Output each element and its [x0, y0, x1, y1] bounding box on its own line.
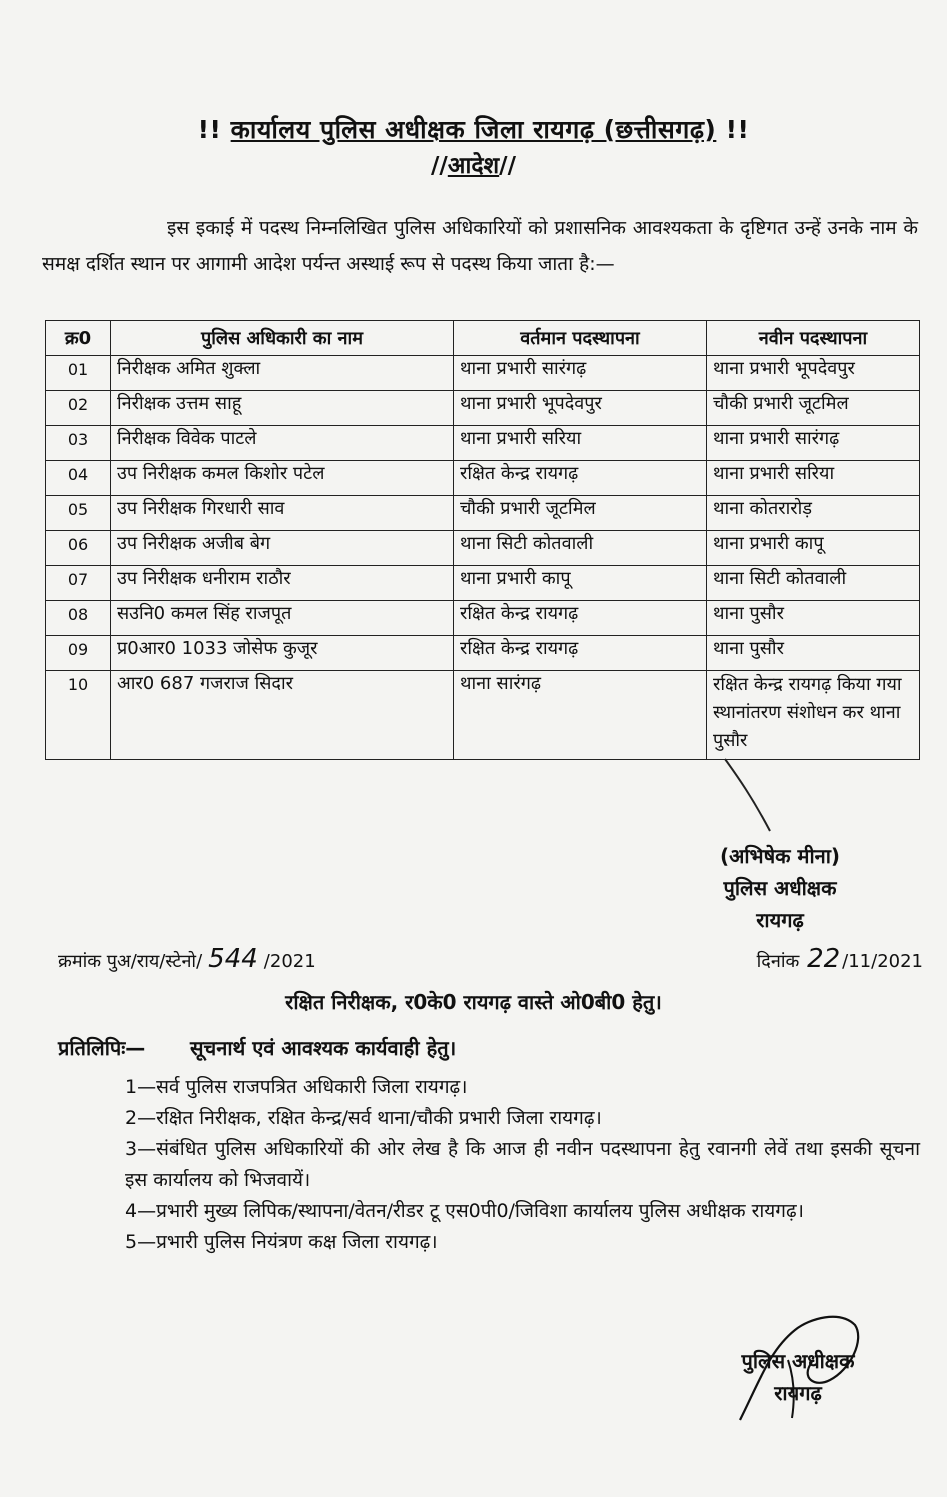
row-new-posting: थाना पुसौर — [707, 601, 920, 636]
row-sn: 01 — [46, 356, 111, 391]
row-officer-name: उप निरीक्षक अजीब बेग — [111, 531, 454, 566]
row-current-posting: थाना प्रभारी कापू — [454, 566, 707, 601]
row-sn: 10 — [46, 671, 111, 760]
row-new-posting: रक्षित केन्द्र रायगढ़ किया गया स्थानांतरण संशोधन कर थाना पुसौर — [707, 671, 920, 760]
row-current-posting: थाना प्रभारी भूपदेवपुर — [454, 391, 707, 426]
reference-handwritten-number: 544 — [208, 944, 258, 974]
row-new-posting: थाना सिटी कोतवाली — [707, 566, 920, 601]
order-heading — [0, 148, 947, 180]
table-row — [46, 356, 920, 391]
row-new-posting: थाना प्रभारी कापू — [707, 531, 920, 566]
row-officer-name: उप निरीक्षक धनीराम राठौर — [111, 566, 454, 601]
table-header-row — [46, 321, 920, 356]
row-sn: 04 — [46, 461, 111, 496]
row-sn: 02 — [46, 391, 111, 426]
row-current-posting: रक्षित केन्द्र रायगढ़ — [454, 601, 707, 636]
table-row — [46, 566, 920, 601]
row-current-posting: थाना प्रभारी सारंगढ़ — [454, 356, 707, 391]
header-new-posting: नवीन पदस्थापना — [707, 321, 920, 356]
copy-heading-row — [58, 1034, 456, 1061]
header-current-posting: वर्तमान पदस्थापना — [454, 321, 707, 356]
row-officer-name: उप निरीक्षक गिरधारी साव — [111, 496, 454, 531]
footer-district: रायगढ़ — [774, 1381, 822, 1405]
intro-paragraph: इस इकाई में पदस्थ निम्नलिखित पुलिस अधिकारियों को प्रशासनिक आवश्यकता के दृष्टिगत उन्हें उनके नाम के समक्ष दर्शित स्थान पर आगामी आदेश पर्यन्त अस्थाई रूप से पदस्थ किया जाता है:— — [42, 217, 918, 275]
row-officer-name: प्र0आर0 1033 जोसेफ कुजूर — [111, 636, 454, 671]
row-officer-name: निरीक्षक अमित शुक्ला — [111, 356, 454, 391]
footer-signatory — [718, 1345, 878, 1409]
title-prefix: !! — [197, 115, 222, 144]
signatory-district: रायगढ़ — [756, 908, 804, 932]
row-officer-name: उप निरीक्षक कमल किशोर पटेल — [111, 461, 454, 496]
row-current-posting: रक्षित केन्द्र रायगढ़ — [454, 636, 707, 671]
posting-table — [45, 320, 920, 760]
order-date — [757, 944, 923, 974]
table-row — [46, 671, 920, 760]
row-sn: 08 — [46, 601, 111, 636]
row-new-posting: थाना पुसौर — [707, 636, 920, 671]
row-sn: 09 — [46, 636, 111, 671]
header-officer-name: पुलिस अधिकारी का नाम — [111, 321, 454, 356]
signature-mark — [720, 755, 780, 835]
row-sn: 05 — [46, 496, 111, 531]
row-new-posting: थाना प्रभारी भूपदेवपुर — [707, 356, 920, 391]
list-item: 4—प्रभारी मुख्य लिपिक/स्थापना/वेतन/रीडर टू एस0पी0/जिविशा कार्यालय पुलिस अधीक्षक रायगढ़। — [125, 1200, 804, 1222]
row-officer-name: सउनि0 कमल सिंह राजपूत — [111, 601, 454, 636]
row-officer-name: निरीक्षक उत्तम साहू — [111, 391, 454, 426]
row-new-posting: चौकी प्रभारी जूटमिल — [707, 391, 920, 426]
signatory-designation: पुलिस अधीक्षक — [723, 876, 837, 900]
date-label: दिनांक — [756, 951, 800, 972]
row-new-posting: थाना प्रभारी सारंगढ़ — [707, 426, 920, 461]
row-new-posting: थाना कोतरारोड़ — [707, 496, 920, 531]
row-officer-name: आर0 687 गजराज सिदार — [111, 671, 454, 760]
row-officer-name: निरीक्षक विवेक पाटले — [111, 426, 454, 461]
office-title — [0, 112, 947, 146]
row-sn: 03 — [46, 426, 111, 461]
copy-heading: प्रतिलिपिः— — [58, 1036, 146, 1060]
table-row — [46, 426, 920, 461]
reference-prefix: क्रमांक पुअ/राय/स्टेनो/ — [58, 951, 203, 972]
row-current-posting: थाना प्रभारी सरिया — [454, 426, 707, 461]
row-current-posting: थाना सिटी कोतवाली — [454, 531, 707, 566]
row-sn: 07 — [46, 566, 111, 601]
list-item: 2—रक्षित निरीक्षक, रक्षित केन्द्र/सर्व थाना/चौकी प्रभारी जिला रायगढ़। — [125, 1107, 602, 1129]
office-title-text: कार्यालय पुलिस अधीक्षक जिला रायगढ़ (छत्तीसगढ़) — [230, 115, 717, 144]
ob-entry-line: रक्षित निरीक्षक, र0के0 रायगढ़ वास्ते ओ0बी0 हेतु। — [285, 990, 662, 1014]
date-handwritten-day: 22 — [807, 944, 841, 974]
order-heading-right: // — [499, 153, 516, 179]
order-heading-left: // — [431, 153, 448, 179]
row-current-posting: थाना सारंगढ़ — [454, 671, 707, 760]
copy-list — [125, 1072, 920, 1258]
table-row — [46, 531, 920, 566]
list-item: 1—सर्व पुलिस राजपत्रित अधिकारी जिला रायगढ़। — [125, 1076, 468, 1098]
header-sn: क्र0 — [46, 321, 111, 356]
table-row — [46, 496, 920, 531]
table-row — [46, 461, 920, 496]
row-current-posting: चौकी प्रभारी जूटमिल — [454, 496, 707, 531]
reference-year: /2021 — [263, 951, 316, 972]
signatory-block — [690, 840, 870, 936]
table-row — [46, 391, 920, 426]
reference-number — [58, 944, 316, 974]
list-item: 3—संबंधित पुलिस अधिकारियों की ओर लेख है कि आज ही नवीन पदस्थापना हेतु रवानगी लेवें तथा इसकी सूचना इस कार्यालय को भिजवायें। — [125, 1138, 920, 1191]
list-item: 5—प्रभारी पुलिस नियंत्रण कक्ष जिला रायगढ़। — [125, 1231, 438, 1253]
footer-designation: पुलिस अधीक्षक — [741, 1349, 855, 1373]
order-heading-text: आदेश — [447, 153, 500, 179]
date-rest: /11/2021 — [842, 951, 923, 972]
title-suffix: !! — [725, 115, 750, 144]
signatory-name: (अभिषेक मीना) — [719, 844, 841, 868]
row-current-posting: रक्षित केन्द्र रायगढ़ — [454, 461, 707, 496]
table-row — [46, 601, 920, 636]
table-row — [46, 636, 920, 671]
copy-purpose: सूचनार्थ एवं आवश्यक कार्यवाही हेतु। — [190, 1036, 457, 1060]
row-sn: 06 — [46, 531, 111, 566]
row-new-posting: थाना प्रभारी सरिया — [707, 461, 920, 496]
